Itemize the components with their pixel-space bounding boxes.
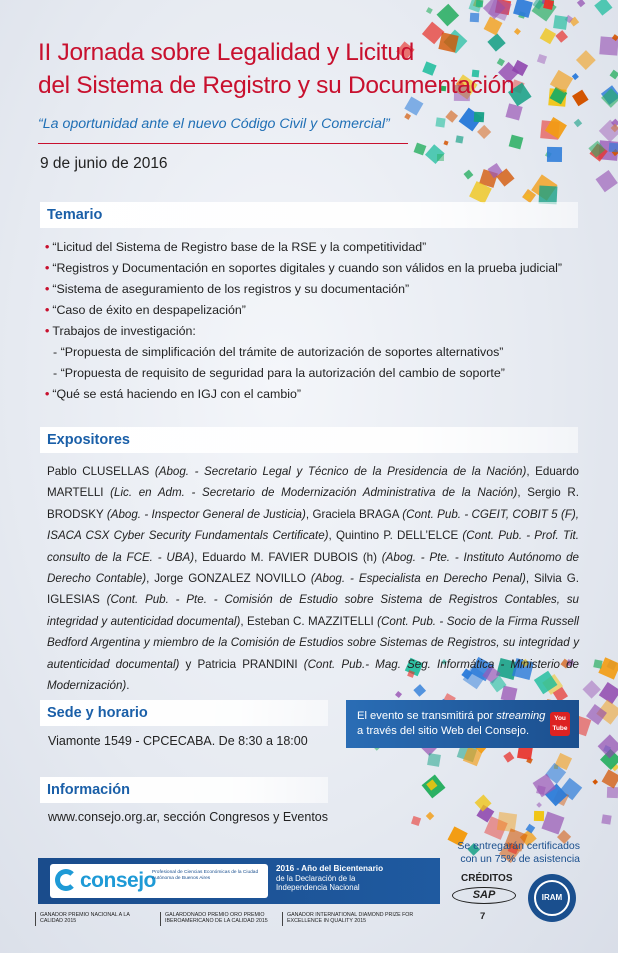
confetti-square (425, 811, 434, 820)
list-item: • Trabajos de investigación: (45, 324, 196, 338)
bicentenario-text: 2016 - Año del Bicentenario de la Declaración de la Independencia Nacional (276, 864, 384, 892)
speaker-name: Esteban C. MAZZITELLI (247, 614, 374, 628)
speaker-separator: , (305, 507, 313, 521)
speaker-role: (Cont. Pub. - CGEIT, COBIT 5 (F), ISACA CSX Cyber Security Fundamentals Certificate) (47, 507, 579, 543)
speaker-name: Eduardo M. FAVIER DUBOIS (h) (202, 550, 377, 564)
event-date: 9 de junio de 2016 (40, 155, 168, 172)
confetti-square (477, 125, 492, 140)
confetti-square (593, 659, 602, 668)
confetti-square (474, 112, 485, 123)
list-item: • “Licitud del Sistema de Registro base de la RSE y la competitividad” (45, 240, 427, 254)
speaker-separator: . (126, 679, 130, 693)
confetti-square (505, 103, 523, 121)
confetti-square (534, 811, 544, 821)
confetti-square (610, 70, 618, 80)
award-3: GANADOR INTERNATIONAL DIAMOND PRIZE FOR EXCELLENCE IN QUALITY 2015 (287, 912, 437, 925)
speaker-separator: , (517, 486, 528, 500)
speaker-name: Eduardo MARTELLI (47, 465, 579, 500)
consejo-logo-word: consejo (80, 869, 156, 892)
title-line-1: II Jornada sobre Legalidad y Licitud (38, 39, 415, 66)
creditos-label: CRÉDITOS (461, 873, 513, 884)
confetti-square (601, 769, 618, 789)
confetti-square (503, 752, 514, 763)
speaker-separator: , (526, 465, 536, 478)
speaker-name: Pablo CLUSELLAS (47, 465, 150, 478)
confetti-square (443, 140, 448, 145)
speaker-role: (Cont. Pub. - Socio de la Firma Russell Bedford Argentina y miembro de la Comisión de Estudios sobre Sistemas de Registros, su integridad y autenticidad documental) (47, 614, 579, 671)
creditos-value: 7 (480, 911, 486, 922)
informacion-heading: Información (40, 777, 328, 803)
confetti-square (592, 779, 598, 785)
title-line-2: del Sistema de Registro y su Documentación (38, 72, 515, 99)
title-divider (38, 143, 408, 144)
confetti-square (470, 12, 480, 22)
confetti-square (525, 194, 531, 200)
youtube-icon[interactable]: You Tube (550, 712, 570, 736)
list-item: • “Qué se está haciendo en IGJ con el cambio” (45, 387, 301, 401)
consejo-logo-icon (55, 869, 77, 891)
bullet-icon: • (45, 261, 50, 275)
certificados-note: Se entregarán certificados con un 75% de asistencia (457, 840, 580, 865)
speaker-name: Sergio R. BRODSKY (47, 486, 579, 521)
confetti-square (582, 680, 601, 699)
sap-logo: SAP (452, 887, 516, 904)
confetti-square (427, 753, 441, 767)
confetti-square (426, 8, 432, 14)
confetti-square (404, 113, 411, 120)
temario-list (45, 237, 605, 405)
confetti-square (455, 135, 464, 144)
confetti-square (602, 815, 613, 826)
speaker-separator: y (179, 657, 198, 671)
confetti-square (536, 802, 542, 808)
speaker-name: Jorge GONZALEZ NOVILLO (154, 572, 306, 586)
confetti-square (553, 15, 567, 29)
sede-heading: Sede y horario (40, 700, 328, 726)
bullet-icon: • (45, 240, 50, 254)
confetti-square (609, 143, 618, 152)
iram-logo-text: IRAM (534, 880, 570, 916)
bullet-icon: • (45, 387, 50, 401)
confetti-square (547, 147, 562, 162)
temario-heading: Temario (40, 202, 578, 228)
page-subtitle: “La oportunidad ante el nuevo Código Civil y Comercial” (38, 116, 390, 132)
speaker-separator: , (146, 572, 155, 586)
confetti-square (410, 816, 421, 827)
speaker-name: Graciela BRAGA (312, 507, 399, 521)
list-item: • “Sistema de aseguramiento de los registros y su documentación” (45, 282, 410, 296)
confetti-square (607, 787, 618, 798)
list-item: • “Registros y Documentación en soportes digitales y cuando son válidos en la prueba judicial” (45, 261, 563, 275)
speaker-separator: , (240, 614, 247, 628)
sede-text: Viamonte 1549 - CPCECABA. De 8:30 a 18:00 (48, 734, 308, 748)
speaker-separator: , (328, 529, 336, 543)
confetti-square (437, 153, 444, 160)
award-1: GANADOR PREMIO NACIONAL A LA CALIDAD 2015 (40, 912, 132, 925)
confetti-square (464, 169, 474, 179)
speaker-role: (Abog. - Secretario Legal y Técnico de la Presidencia de la Nación) (154, 465, 527, 478)
speaker-role: (Cont. Pub. - Prof. Tit. consulto de la FCE. - UBA) (47, 529, 579, 564)
list-subitem: - “Propuesta de simplificación del trámite de autorización de soportes alternativos” (53, 345, 504, 359)
informacion-text: www.consejo.org.ar, sección Congresos y Eventos (48, 810, 328, 824)
confetti-square (437, 3, 459, 25)
speaker-name: Silvia G. IGLESIAS (47, 572, 579, 607)
bullet-icon: • (45, 282, 50, 296)
page-title (38, 36, 558, 102)
list-item: • “Caso de éxito en despapelización” (45, 303, 246, 317)
speaker-role: (Abog. - Especialista en Derecho Penal) (310, 572, 526, 586)
expositores-heading: Expositores (40, 427, 578, 453)
list-subitem: - “Propuesta de requisito de seguridad para la autorización del cambio de soporte” (53, 366, 505, 380)
confetti-square (596, 170, 618, 192)
confetti-square (572, 90, 589, 107)
bullet-icon: • (45, 303, 50, 317)
speaker-separator: , (194, 550, 203, 564)
confetti-square (577, 0, 586, 8)
bullet-icon: • (45, 324, 50, 338)
confetti-square (446, 110, 459, 123)
streaming-notice: El evento se transmitirá por streaming a través del sitio Web del Consejo. You Tube (346, 700, 579, 748)
speaker-name: Patricia PRANDINI (197, 657, 298, 671)
speaker-role: (Abog. - Inspector General de Justicia) (106, 507, 306, 521)
confetti-square (594, 0, 612, 15)
confetti-square (483, 17, 502, 36)
confetti-square (576, 51, 595, 70)
speaker-role: (Cont. Pub.- Mag. Seg. Informática - Ministerio de Modernización) (47, 657, 580, 693)
consejo-logo-subtext: Profesional de Ciencias Económicas de la Ciudad Autónoma de Buenos Aires (152, 870, 259, 882)
confetti-square (574, 119, 582, 127)
speaker-role: (Cont. Pub. - Pte. - Comisión de Estudio sobre Sistema de Registros Contables, su integridad y autenticidad documental) (47, 593, 579, 628)
speaker-role: (Abog. - Pte. - Instituto Autónomo de Derecho Contable) (47, 550, 579, 586)
speaker-separator: , (525, 572, 535, 586)
confetti-square (509, 135, 524, 150)
confetti-square (514, 28, 521, 35)
speakers-paragraph (47, 461, 579, 696)
confetti-square (436, 117, 446, 127)
speaker-name: Quintino P. DELL’ELCE (335, 529, 459, 543)
confetti-square (513, 0, 532, 18)
confetti-square (468, 0, 483, 13)
award-2: GALARDONADO PREMIO ORO PREMIO IBEROAMERICANO DE LA CALIDAD 2015 (165, 912, 275, 925)
speaker-role: (Lic. en Adm. - Secretario de Modernización Administrativa de la Nación) (110, 486, 518, 500)
